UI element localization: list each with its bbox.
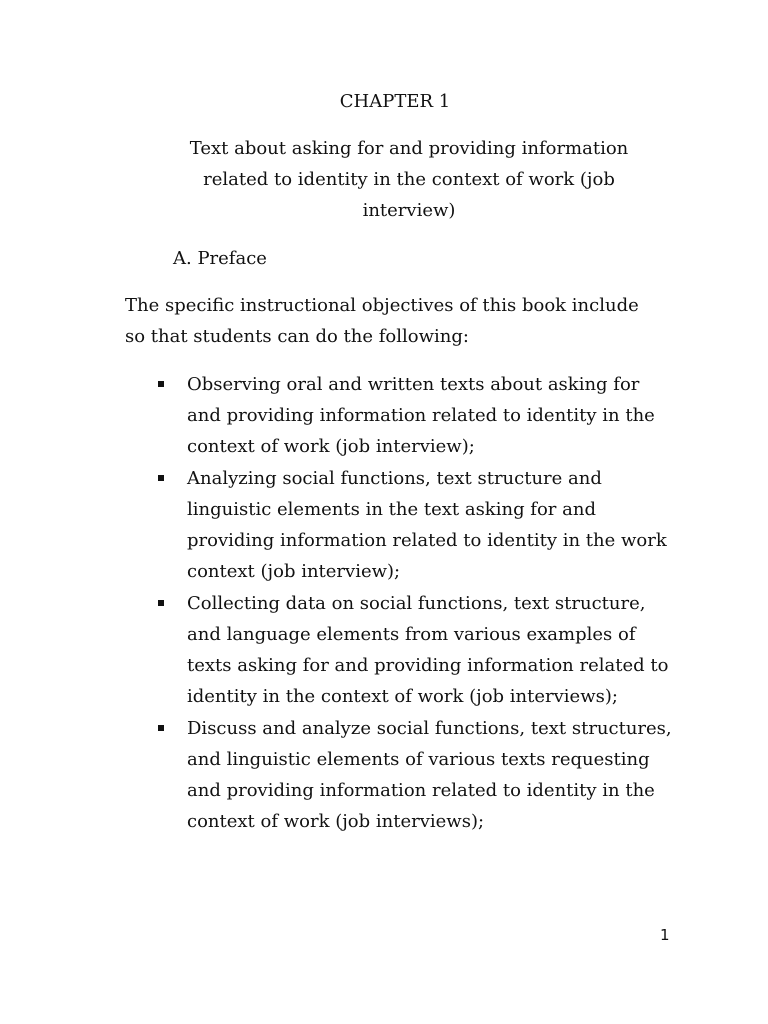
chapter-subtitle: Text about asking for and providing information related to identity in the context of work (job interview) [189, 138, 629, 221]
intro-paragraph: The specific instructional objectives of this book include so that students can do the following: [125, 295, 639, 347]
square-bullet-icon [158, 381, 164, 387]
objective-text: Observing oral and written texts about asking for and providing information related to identity in the context of work (job interview); [187, 374, 655, 457]
section-heading-preface: A. Preface [173, 248, 267, 269]
list-item [155, 463, 675, 587]
square-bullet-icon [158, 600, 164, 606]
objective-text: Discuss and analyze social functions, text structures, and linguistic elements of various texts requesting and providing information related to identity in the context of work (job interviews); [187, 718, 672, 832]
chapter-heading: CHAPTER 1 [339, 91, 451, 112]
list-item [155, 588, 675, 712]
objectives-list [155, 369, 675, 838]
objective-text: Collecting data on social functions, text structure, and language elements from various examples of texts asking for and providing information related to identity in the context of work (job interviews); [187, 593, 669, 707]
list-item [155, 369, 675, 462]
square-bullet-icon [158, 475, 164, 481]
square-bullet-icon [158, 725, 164, 731]
list-item [155, 713, 675, 837]
page-number: 1 [660, 926, 670, 944]
objective-text: Analyzing social functions, text structure and linguistic elements in the text asking for and providing information related to identity in the work context (job interview); [187, 468, 667, 582]
